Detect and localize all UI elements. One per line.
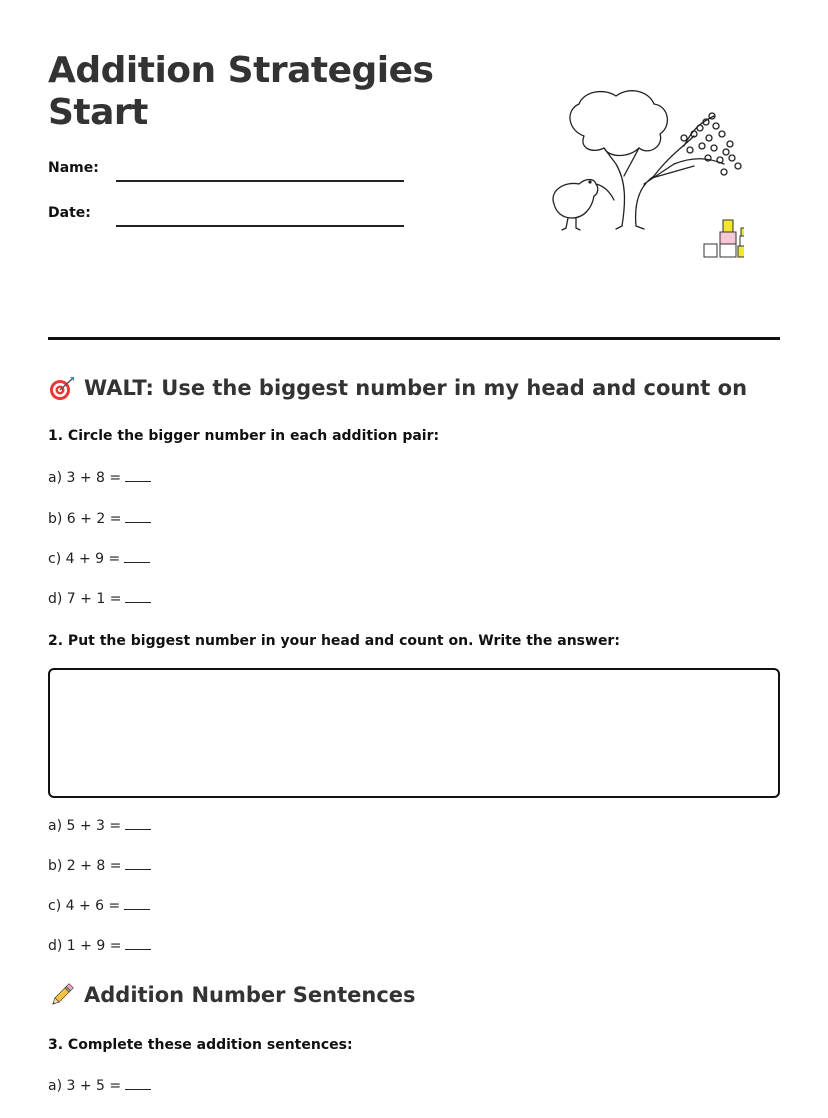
name-field[interactable]	[116, 180, 404, 182]
pencil-icon	[48, 982, 76, 1008]
counting-blocks	[704, 220, 744, 257]
q1-instruction: 1. Circle the bigger number in each addition pair:	[48, 428, 440, 444]
q1-item-c	[48, 550, 150, 567]
q2-item-b-text: b) 2 + 8 =	[48, 858, 122, 874]
name-label: Name:	[48, 160, 99, 176]
answer-blank[interactable]	[124, 550, 150, 563]
answer-blank[interactable]	[125, 1077, 151, 1090]
blossoms	[681, 113, 741, 175]
q2-item-d	[48, 937, 151, 954]
kiwi-legs	[562, 218, 580, 230]
q2-item-c	[48, 897, 150, 914]
title-line-1: Addition Strategies	[48, 50, 434, 91]
q1-item-d-text: d) 7 + 1 =	[48, 591, 122, 607]
q2-item-d-text: d) 1 + 9 =	[48, 938, 122, 954]
sentences-heading-text: Addition Number Sentences	[84, 983, 416, 1007]
answer-blank[interactable]	[125, 469, 151, 482]
q2-instruction: 2. Put the biggest number in your head and count on. Write the answer:	[48, 633, 620, 649]
q1-item-b-text: b) 6 + 2 =	[48, 511, 122, 527]
walt-heading-text: WALT: Use the biggest number in my head and count on	[84, 376, 748, 400]
q1-item-d	[48, 590, 151, 607]
q3-item-a	[48, 1077, 151, 1094]
title-line-2: Start	[48, 92, 148, 133]
date-field[interactable]	[116, 225, 404, 227]
sentences-heading	[48, 982, 416, 1008]
answer-blank[interactable]	[125, 510, 151, 523]
q1-item-b	[48, 510, 151, 527]
answer-blank[interactable]	[125, 937, 151, 950]
dart-target-icon	[48, 375, 76, 401]
q3-instruction: 3. Complete these addition sentences:	[48, 1037, 353, 1053]
working-answer-box[interactable]	[48, 668, 780, 798]
q2-item-b	[48, 857, 151, 874]
q1-item-c-text: c) 4 + 9 =	[48, 551, 121, 567]
walt-heading	[48, 375, 747, 401]
q2-item-a-text: a) 5 + 3 =	[48, 818, 122, 834]
q1-item-a-text: a) 3 + 8 =	[48, 470, 122, 486]
tree-trunk	[604, 148, 694, 229]
tree-canopy	[570, 91, 667, 156]
kiwi-eye	[589, 181, 591, 183]
answer-blank[interactable]	[125, 590, 151, 603]
worksheet-page	[48, 0, 780, 1118]
q3-item-a-text: a) 3 + 5 =	[48, 1078, 122, 1094]
date-label: Date:	[48, 205, 91, 221]
q2-item-a	[48, 817, 151, 834]
page-title	[48, 50, 433, 134]
tree-kiwi-blocks-illustration	[544, 86, 744, 266]
section-divider	[48, 337, 780, 340]
q1-item-a	[48, 469, 151, 486]
q2-item-c-text: c) 4 + 6 =	[48, 898, 121, 914]
kiwi-beak	[596, 184, 614, 200]
answer-blank[interactable]	[124, 897, 150, 910]
kiwi-body	[553, 180, 598, 219]
answer-blank[interactable]	[125, 817, 151, 830]
answer-blank[interactable]	[125, 857, 151, 870]
